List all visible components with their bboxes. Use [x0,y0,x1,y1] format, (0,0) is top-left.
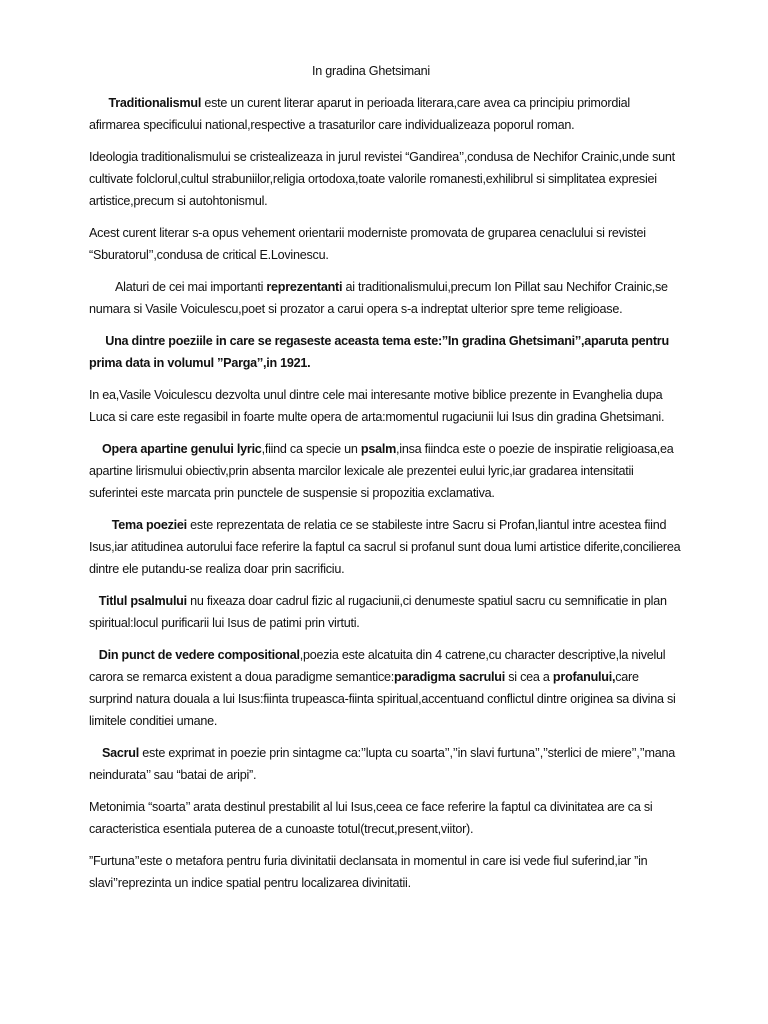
paragraph-7-text-a: ,fiind ca specie un [261,442,361,456]
paragraph-4-strong: reprezentanti [266,280,343,294]
paragraph-1-text: este un curent literar aparut in perioada literara,care avea ca principiu primordial afirmarea specificului national,respective a trasaturilor care individualizeaza poporul roman. [89,96,634,132]
paragraph-4-text-b: ai traditionalismului,precum Ion Pillat sau Nechifor Crainic,se numara si Vasile Voiculescu,poet si prozator a carui opera s-a indreptat ulterior spre teme religioase. [89,280,672,316]
paragraph-9-strong: Titlul psalmului [89,594,187,608]
paragraph-10-text-c: care surprind natura douala a lui Isus:fiinta trupeasca-fiinta spiritual,accentuand conflictul dintre originea sa divina si limitele conditiei umane. [89,670,679,728]
document-page [89,60,683,904]
paragraph-3: Acest curent literar s-a opus vehement orientarii moderniste promovata de gruparea cenaclului si revistei “Sburatorul’’,condusa de critical E.Lovinescu. [89,226,646,262]
paragraph-7-strong-2: psalm [360,442,397,456]
paragraph-1-indent [89,96,109,110]
paragraph-10-strong-3: profanului, [552,670,616,684]
paragraph-8-strong: Tema poeziei [89,518,187,532]
paragraph-12: Metonimia “soarta’’ arata destinul prestabilit al lui Isus,ceea ce face referire la faptul ca divinitatea are ca si caracteristica esentiala puterea de a cunoaste totul(trecut,present,viitor). [89,800,653,836]
paragraph-10 [89,644,683,732]
paragraph-10-text-b: si cea a [505,670,553,684]
paragraph-11 [89,742,683,786]
paragraph-9 [89,590,683,634]
paragraph-7-text-b: ,insa fiindca este o poezie de inspiratie religioasa,ea apartine lirismului obiectiv,prin absenta marcilor lexicale ale prezentei eului lyric,iar gradarea intensitatii suferintei este marcata prin punctele de suspensie si propozitia exclamativa. [89,442,677,500]
paragraph-11-strong: Sacrul [89,746,140,760]
paragraph-8 [89,514,683,580]
paragraph-7 [89,438,683,504]
paragraph-4-text-a: Alaturi de cei mai importanti [89,280,267,294]
paragraph-10-strong-1: Din punct de vedere compositional [89,648,300,662]
paragraph-8-text: este reprezentata de relatia ce se stabileste intre Sacru si Profan,liantul intre acestea fiind Isus,iar atitudinea autorului face referire la faptul ca sacrul si profanul sunt doua lumi artistice diferite,concilierea dintre ele putandu-se realiza doar prin sacrificiu. [89,518,684,576]
paragraph-1 [89,92,683,136]
paragraph-2: Ideologia traditionalismului se cristealizeaza in jurul revistei “Gandirea’’,condusa de Nechifor Crainic,unde sunt cultivate folclorul,cultul strabuniilor,religia ortodoxa,toate valorile romanesti,exhilibrul si simplitatea expresiei artistice,precum si autohtonismul. [89,150,675,208]
paragraph-7-strong-1: Opera apartine genului lyric [89,442,262,456]
paragraph-5 [89,330,683,374]
paragraph-4 [89,276,683,320]
paragraph-13: ”Furtuna’’este o metafora pentru furia divinitatii declansata in momentul in care isi vede fiul suferind,iar ”in slavi’’reprezinta un indice spatial pentru localizarea divinitatii. [89,854,648,890]
paragraph-5-strong: Una dintre poeziile in care se regaseste aceasta tema este:’’In gradina Ghetsimani’’,aparuta pentru prima data in volumul ’’Parga’’,in 1921. [89,334,673,370]
paragraph-10-text-a: ,poezia este alcatuita din 4 catrene,cu character descriptive,la nivelul carora se remarca existent a doua paradigme semantice: [89,648,669,684]
paragraph-1-strong: Traditionalismul [108,96,202,110]
paragraph-11-text: este exprimat in poezie prin sintagme ca:’’lupta cu soarta’’,’’in slavi furtuna’’,’’sterlici de miere’’,’’mana neindurata’’ sau “batai de aripi”. [89,746,679,782]
document-title: In gradina Ghetsimani [312,64,430,78]
paragraph-9-text: nu fixeaza doar cadrul fizic al rugaciunii,ci denumeste spatiul sacru cu semnificatie in plan spiritual:locul purificarii lui Isus de patimi prin virtuti. [89,594,670,630]
paragraph-10-strong-2: paradigma sacrului [394,670,505,684]
paragraph-6: In ea,Vasile Voiculescu dezvolta unul dintre cele mai interesante motive biblice prezente in Evanghelia dupa Luca si care este regasibil in foarte multe opera de arta:momentul rugaciunii lui Isus din gradina Ghetsimani. [89,388,665,424]
